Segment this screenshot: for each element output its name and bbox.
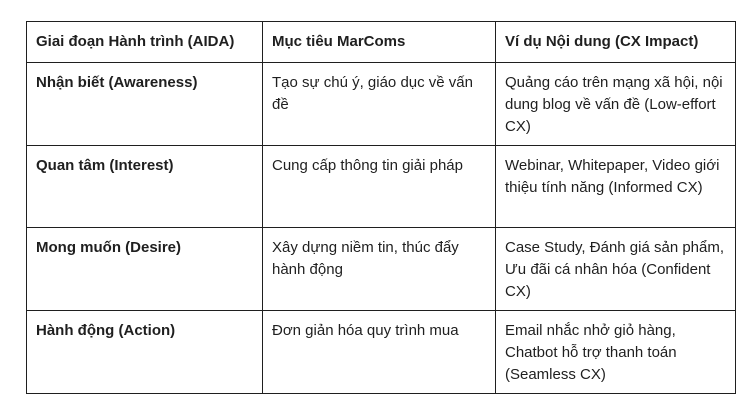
table-row <box>27 146 736 228</box>
example-cell: Case Study, Đánh giá sản phẩm, Ưu đãi cá nhân hóa (Confident CX) <box>496 228 736 311</box>
stage-cell: Mong muốn (Desire) <box>27 228 263 311</box>
header-goal: Mục tiêu MarComs <box>263 22 496 63</box>
aida-marcoms-table <box>26 21 736 394</box>
example-cell: Webinar, Whitepaper, Video giới thiệu tính năng (Informed CX) <box>496 146 736 228</box>
goal-cell: Xây dựng niềm tin, thúc đẩy hành động <box>263 228 496 311</box>
table-row <box>27 228 736 311</box>
example-cell: Email nhắc nhở giỏ hàng, Chatbot hỗ trợ thanh toán (Seamless CX) <box>496 311 736 394</box>
goal-cell: Đơn giản hóa quy trình mua <box>263 311 496 394</box>
header-example: Ví dụ Nội dung (CX Impact) <box>496 22 736 63</box>
table-row <box>27 311 736 394</box>
stage-cell: Nhận biết (Awareness) <box>27 63 263 146</box>
stage-cell: Hành động (Action) <box>27 311 263 394</box>
header-stage: Giai đoạn Hành trình (AIDA) <box>27 22 263 63</box>
stage-cell: Quan tâm (Interest) <box>27 146 263 228</box>
aida-table-container <box>26 21 736 394</box>
table-row <box>27 63 736 146</box>
table-header-row <box>27 22 736 63</box>
example-cell: Quảng cáo trên mạng xã hội, nội dung blog về vấn đề (Low-effort CX) <box>496 63 736 146</box>
goal-cell: Tạo sự chú ý, giáo dục về vấn đề <box>263 63 496 146</box>
goal-cell: Cung cấp thông tin giải pháp <box>263 146 496 228</box>
